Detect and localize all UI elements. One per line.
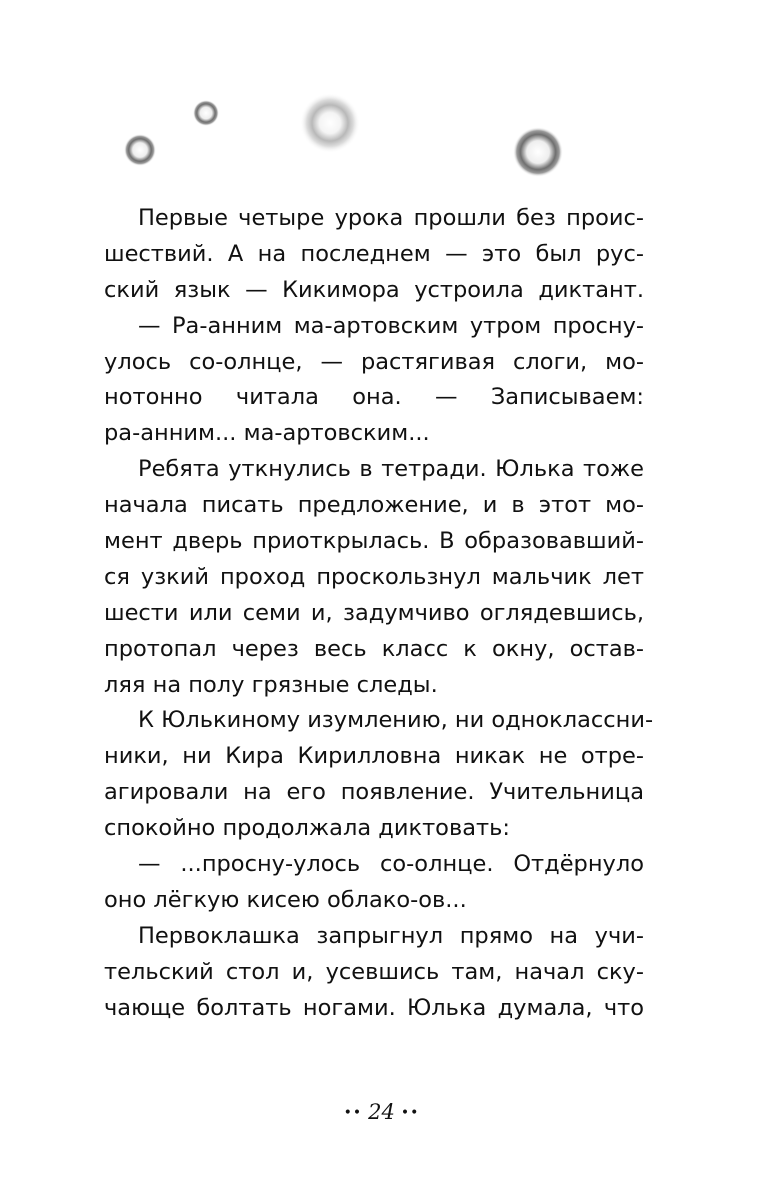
text-line-7: ра-анним... ма-артовским... — [104, 420, 430, 447]
decorative-dot-3 — [300, 93, 360, 153]
text-line-14: ляя на полу грязные следы. — [104, 671, 438, 698]
text-line-1: Первые четыре урока прошли без проис- — [138, 205, 644, 231]
text-line-2: шествий. А на последнем — это был рус- — [104, 240, 644, 267]
body-text — [104, 201, 654, 1026]
text-line-3: ский язык — Кикимора устроила диктант. — [104, 276, 644, 303]
text-line-10: мент дверь приоткрылась. В образовавший- — [104, 528, 644, 555]
text-line-18: спокойно продолжала диктовать: — [104, 815, 510, 842]
text-line-12: шести или семи и, задумчиво оглядевшись, — [104, 599, 644, 626]
text-line-21: Первоклашка запрыгнул прямо на учи- — [138, 922, 644, 949]
text-line-5: улось со-олнце, — растягивая слоги, мо- — [104, 348, 644, 375]
folio-dots-left: •• — [343, 1105, 363, 1121]
text-line-19: — ...просну-улось со-олнце. Отдёрнуло — [138, 851, 644, 878]
text-line-20: оно лёгкую кисею облако-ов... — [104, 886, 467, 913]
text-line-16: ники, ни Кира Кирилловна никак не отре- — [104, 743, 644, 770]
page-number: 24 — [368, 1100, 395, 1124]
text-line-17: агировали на его появление. Учительница — [104, 779, 644, 806]
text-line-4: — Ра-анним ма-артовским утром просну- — [138, 312, 644, 339]
text-line-15: К Юлькиному изумлению, ни одноклассни- — [138, 707, 654, 734]
page-number-footer — [0, 1100, 763, 1124]
decorative-dot-1 — [124, 134, 156, 166]
text-line-9: начала писать предложение, и в этот мо- — [104, 492, 644, 519]
decorative-dot-2 — [193, 100, 219, 126]
decorative-dots-ornament — [100, 85, 580, 195]
text-line-23: чающе болтать ногами. Юлька думала, что — [104, 994, 644, 1021]
text-line-13: протопал через весь класс к окну, остав- — [104, 635, 644, 662]
text-line-8: Ребята уткнулись в тетради. Юлька тоже — [138, 456, 644, 483]
text-line-6: нотонно читала она. — Записываем: — [104, 384, 644, 411]
decorative-dot-4 — [513, 127, 563, 177]
folio-dots-right: •• — [400, 1105, 420, 1121]
text-line-22: тельский стол и, усевшись там, начал ску- — [104, 958, 644, 985]
text-line-11: ся узкий проход проскользнул мальчик лет — [104, 563, 644, 590]
